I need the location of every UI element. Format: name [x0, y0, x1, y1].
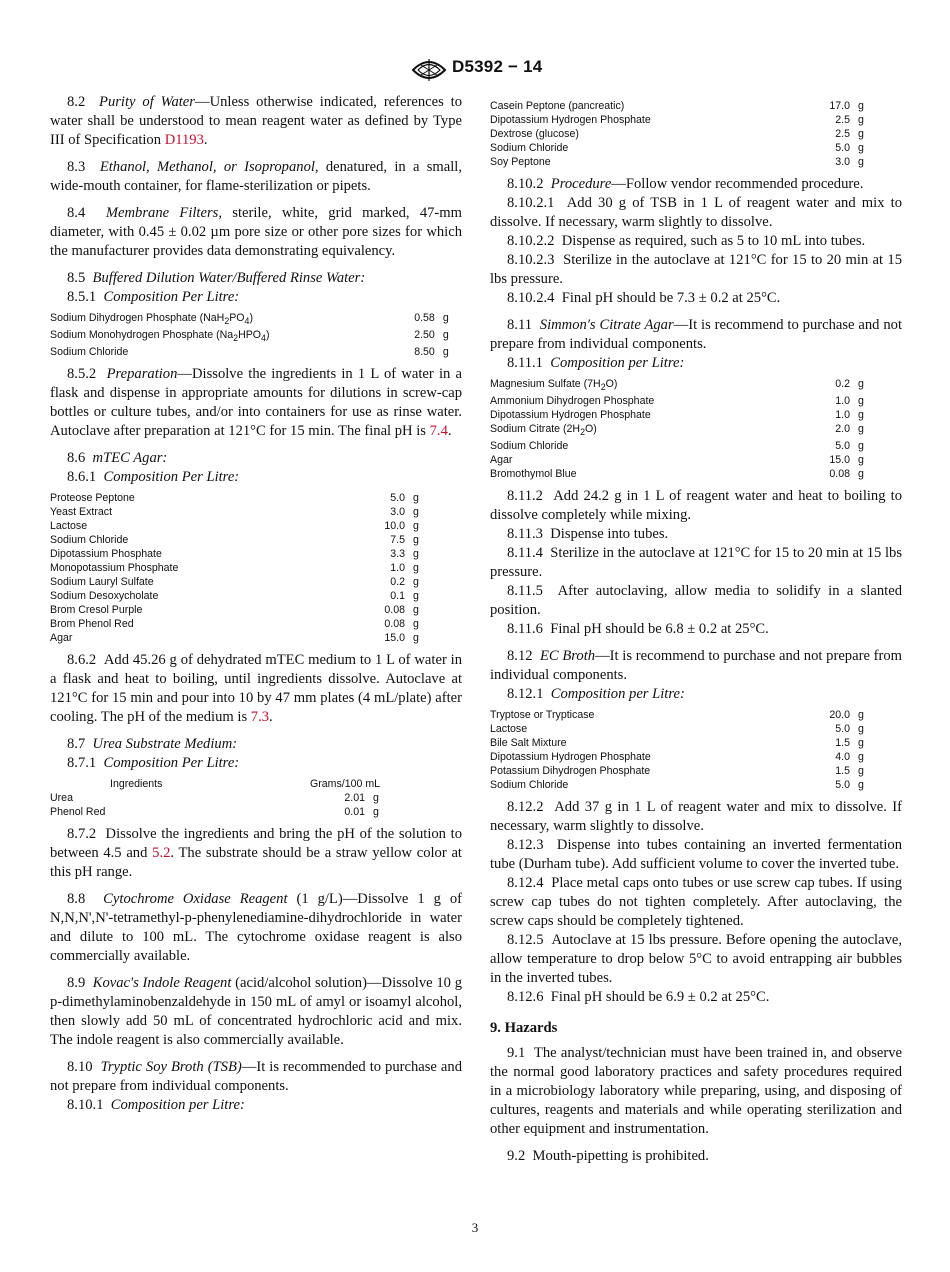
table-row: Dipotassium Hydrogen Phosphate 1.0 g [490, 409, 864, 422]
table-row: Sodium Citrate $(2H_2O)$ 2.0 g [490, 423, 864, 438]
table-row: Soy Peptone 3.0 g [490, 156, 864, 168]
composition-table-8-5 [50, 311, 462, 359]
section-8-2: 8.2 Purity of Water—Unless otherwise indicated, references to water shall be understood to mean reagent water as defined by Type III of Specification D1193. [50, 94, 463, 148]
table-row: Lactose 10.0 g [50, 520, 419, 533]
page-header [0, 56, 950, 86]
table-row: Ammonium Dihydrogen Phosphate 1.0 g [490, 395, 864, 408]
composition-table-8-12 [490, 708, 902, 792]
table-row: Sodium Dihydrogen Phosphate $(NaH_2PO_4)$ 0.58 g [50, 312, 449, 327]
table-row: Bile Salt Mixture 1.5 g [490, 737, 864, 750]
table-row: Sodium Chloride 8.50 g [50, 346, 449, 359]
table-row: Sodium Chloride 5.0 g [490, 779, 864, 792]
section-9-2: 9.2 Mouth-pipetting is prohibited. [507, 1148, 709, 1165]
table-row: Dextrose (glucose) 2.5 g [490, 128, 864, 140]
section-8-5: 8.5 Buffered Dilution Water/Buffered Rinse Water: [67, 270, 366, 286]
section-8-6-2: 8.6.2 Add 45.26 g of dehydrated mTEC medium to 1 L of water in a flask and heat to boiling, until ingredients dissolve. Autoclave at 121°C for 15 min and pour into 10 by 47 mm plates (4 mL/plate) after cooling. The pH of the medium is 7.3. [50, 652, 463, 726]
table-row: Urea 2.01 g [50, 792, 379, 805]
table-row: Tryptose or Trypticase 20.0 g [490, 709, 864, 722]
section-8-7-2: 8.7.2 Dissolve the ingredients and bring the pH of the solution to between 4.5 and 5.2. The substrate should be a straw yellow color at this pH range. [50, 826, 462, 881]
table-row: Lactose 5.0 g [490, 723, 864, 736]
section-8-10-2: 8.10.2 Procedure—Follow vendor recommended procedure. [507, 176, 864, 192]
table-row: Dipotassium Hydrogen Phosphate 2.5 g [490, 114, 864, 126]
table-row: Monopotassium Phosphate 1.0 g [50, 562, 419, 575]
table-row: Sodium Chloride 7.5 g [50, 534, 419, 547]
table-row: Sodium Chloride 5.0 g [490, 142, 864, 154]
table-row: Magnesium Sulfate $(7H_2O)$ 0.2 g [490, 378, 864, 393]
table-row: Casein Peptone (pancreatic) 17.0 g [490, 100, 864, 112]
section-8-11-4: 8.11.4 Sterilize in the autoclave at 121°C for 15 to 20 min at 15 lbs pressure. [490, 545, 902, 581]
section-8-11: 8.11 Simmon's Citrate Agar—It is recommend to purchase and not prepare from individual components. [490, 317, 902, 352]
table-row: Dipotassium Hydrogen Phosphate 4.0 g [490, 751, 864, 764]
section-8-12-3: 8.12.3 Dispense into tubes containing an inverted fermentation tube (Durham tube). Add sufficient volume to cover the inverted tube. [490, 837, 902, 873]
section-8-10-2-2: 8.10.2.2 Dispense as required, such as 5 to 10 mL into tubes. [507, 233, 866, 249]
section-8-8: 8.8 Cytochrome Oxidase Reagent (1 g/L)—Dissolve 1 g of N,N,N',N'-tetramethyl-p-phenylenediamine-dihydrochloride in water and dilute to 100 mL. The cytochrome oxidase reagent is also commercially available. [50, 891, 462, 965]
table-row: Agar 15.0 g [50, 632, 419, 645]
section-8-10-2-3: 8.10.2.3 Sterilize in the autoclave at 121°C for 15 to 20 min at 15 lbs pressure. [490, 252, 903, 287]
composition-table-8-6 [50, 491, 462, 645]
section-8-12: 8.12 EC Broth—It is recommend to purchase and not prepare from individual components. [490, 648, 903, 684]
section-8-5-1: 8.5.1 Composition Per Litre: [67, 289, 240, 305]
ref-link-d1193[interactable]: D1193 [164, 132, 204, 148]
table-row: Agar 15.0 g [490, 454, 864, 467]
section-9-heading: 9. Hazards [490, 1020, 558, 1037]
composition-table-8-10 [490, 99, 902, 169]
section-8-11-2: 8.11.2 Add 24.2 g in 1 L of reagent water and heat to boiling to dissolve completely while mixing. [490, 488, 903, 524]
section-8-5-2: 8.5.2 Preparation—Dissolve the ingredients in 1 L of water in a flask and dispense in appropriate amounts for dilutions in screw-cap bottles or culture tubes, and/or into containers for use as rinse water. Autoclave after preparation at 121°C for 15 min. The final pH is 7.4. [50, 366, 462, 440]
section-8-7: 8.7 Urea Substrate Medium: [67, 736, 238, 753]
section-8-11-6: 8.11.6 Final pH should be 6.8 ± 0.2 at 25°C. [507, 621, 769, 638]
section-8-6: 8.6 mTEC Agar: [67, 450, 168, 467]
section-8-12-2: 8.12.2 Add 37 g in 1 L of reagent water and mix to dissolve. If necessary, warm slightly to dissolve. [490, 799, 903, 835]
table-row: Dipotassium Phosphate 3.3 g [50, 548, 419, 561]
table-row: Brom Phenol Red 0.08 g [50, 618, 419, 631]
table-row: Brom Cresol Purple 0.08 g [50, 604, 419, 617]
composition-table-8-11 [490, 377, 902, 481]
section-8-12-6: 8.12.6 Final pH should be 6.9 ± 0.2 at 25°C. [507, 989, 770, 1006]
table-row: Potassium Dihydrogen Phosphate 1.5 g [490, 765, 864, 778]
section-8-10-1: 8.10.1 Composition per Litre: [67, 1097, 245, 1114]
section-8-11-5: 8.11.5 After autoclaving, allow media to solidify in a slanted position. [490, 583, 902, 619]
table-row: Yeast Extract 3.0 g [50, 506, 419, 519]
ref-link-7-3[interactable]: 7.3 [250, 709, 270, 726]
section-8-10-2-4: 8.10.2.4 Final pH should be 7.3 ± 0.2 at 25°C. [507, 290, 781, 306]
section-8-6-1: 8.6.1 Composition Per Litre: [67, 469, 240, 486]
table-row: Proteose Peptone 5.0 g [50, 492, 419, 505]
section-8-3: 8.3 Ethanol, Methanol, or Isopropanol, denatured, in a small, wide-mouth container, for flame-sterilization or pipets. [50, 159, 463, 194]
section-8-4: 8.4 Membrane Filters, sterile, white, grid marked, 47-mm diameter, with 0.45 ± 0.02 µm pore size or other pore sizes for which the manufacturer provides data demonstrating equivalency. [50, 205, 462, 259]
section-8-11-3: 8.11.3 Dispense into tubes. [507, 526, 669, 543]
standard-designation: D5392 − 14 [452, 57, 543, 76]
section-8-10: 8.10 Tryptic Soy Broth (TSB)—It is recommended to purchase and not prepare from individual components. [50, 1059, 462, 1095]
section-9-1: 9.1 The analyst/technician must have been trained in, and observe the normal good laboratory practices and safety procedures required in a microbiology laboratory while preparing, using, and disposing of cultures, reagents and materials and while operating sterilization and other equipment and instrumentation. [490, 1045, 903, 1138]
right-column [490, 93, 902, 1166]
table-row: Sodium Desoxycholate 0.1 g [50, 590, 419, 603]
left-column [50, 93, 462, 1115]
table-row: Phenol Red 0.01 g [50, 806, 379, 819]
page-number: 3 [471, 1220, 479, 1235]
section-8-9: 8.9 Kovac's Indole Reagent (acid/alcohol solution)—Dissolve 10 g p-dimethylaminobenzaldehyde in 150 mL of amyl or isoamyl alcohol, then slowly add 50 mL of concentrated hydrochloric acid and mix. The indole reagent is also commercially available. [50, 975, 462, 1049]
section-8-11-1: 8.11.1 Composition per Litre: [507, 355, 685, 371]
table-row: Sodium Monohydrogen Phosphate $(Na_2HPO_4)$ 2.50 g [50, 329, 449, 344]
ref-link-5-2[interactable]: 5.2 [152, 845, 171, 862]
section-8-7-1: 8.7.1 Composition Per Litre: [67, 755, 240, 772]
table-header: Ingredients Grams/100 mL [110, 778, 381, 791]
table-row: Sodium Chloride 5.0 g [490, 440, 864, 453]
table-row: Bromothymol Blue 0.08 g [490, 468, 864, 481]
ref-link-7-4[interactable]: 7.4 [429, 423, 448, 440]
urea-composition-table [50, 777, 462, 819]
section-8-12-4: 8.12.4 Place metal caps onto tubes or use screw cap tubes. If using screw cap tubes do not tighten completely. After autoclaving, the screw caps should be completely tightened. [490, 875, 903, 930]
table-row: Sodium Lauryl Sulfate 0.2 g [50, 576, 419, 589]
astm-logo-icon [409, 56, 449, 84]
section-8-10-2-1: 8.10.2.1 Add 30 g of TSB in 1 L of reagent water and mix to dissolve. If necessary, warm slightly to dissolve. [490, 195, 902, 230]
section-8-12-1: 8.12.1 Composition per Litre: [507, 686, 685, 703]
section-8-12-5: 8.12.5 Autoclave at 15 lbs pressure. Before opening the autoclave, allow temperature to drop below 5°C to avoid entrapping air bubbles in the inverted tubes. [490, 932, 902, 987]
